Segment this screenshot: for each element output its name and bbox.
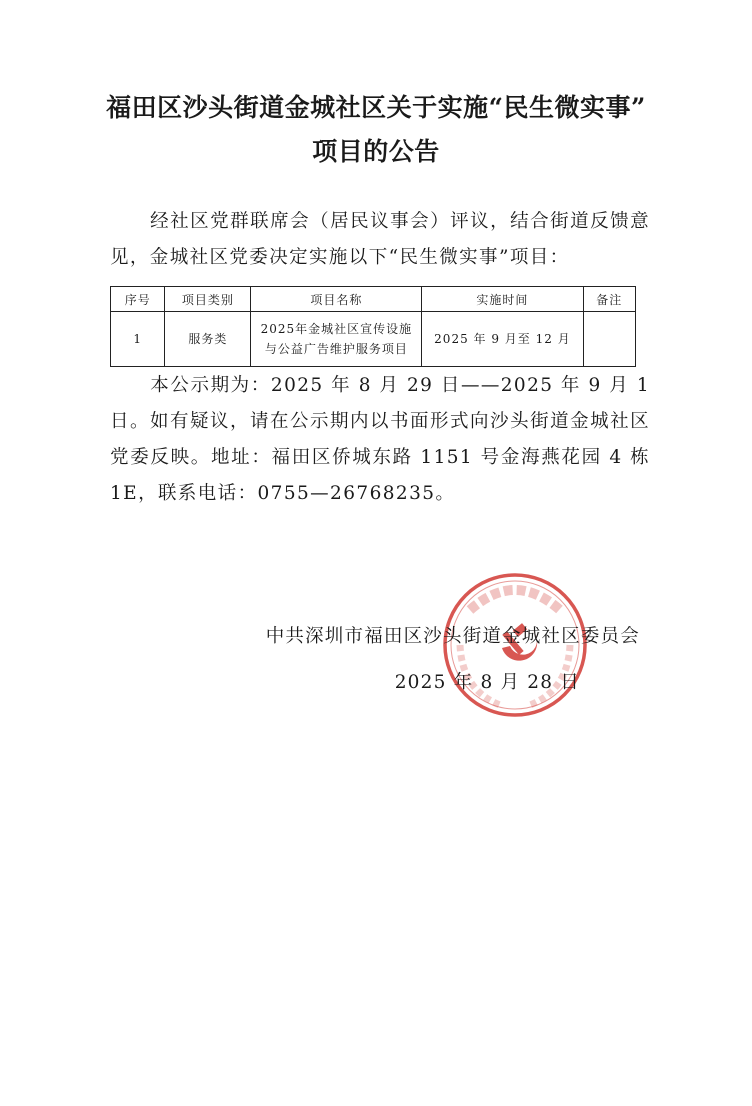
page-title bbox=[40, 86, 712, 174]
table-row bbox=[111, 312, 636, 367]
intro-paragraph bbox=[110, 204, 650, 276]
title-line-2: 项目的公告 bbox=[312, 137, 440, 166]
intro-text: 经社区党群联席会（居民议事会）评议，结合街道反馈意见，金城社区党委决定实施以下“民生微实事”项目： bbox=[110, 211, 650, 268]
signature-date: 2025 年 8 月 28 日 bbox=[394, 672, 580, 693]
project-table bbox=[110, 286, 636, 367]
seal-lettering-arc bbox=[470, 590, 560, 610]
cell-name-line-1: 2025年金城社区宣传设施 bbox=[260, 322, 413, 336]
notice-text: 本公示期为：2025 年 8 月 29 日——2025 年 9 月 1 日。如有疑议，请在公示期内以书面形式向沙头街道金城社区党委反映。地址：福田区侨城东路 1151 号金海燕花园 4 栋 1E，联系电话：0755—26768235。 bbox=[110, 375, 650, 504]
cell-no: 1 bbox=[111, 312, 165, 367]
header-time: 实施时间 bbox=[422, 287, 583, 312]
cell-name-line-2: 与公益广告维护服务项目 bbox=[264, 342, 408, 356]
cell-name bbox=[251, 312, 422, 367]
cell-time: 2025 年 9 月至 12 月 bbox=[422, 312, 583, 367]
cell-remark bbox=[583, 312, 635, 367]
header-category: 项目类别 bbox=[165, 287, 251, 312]
title-line-1: 福田区沙头街道金城社区关于实施“民生微实事” bbox=[106, 93, 646, 122]
header-name: 项目名称 bbox=[251, 287, 422, 312]
cell-category: 服务类 bbox=[165, 312, 251, 367]
header-remark: 备注 bbox=[583, 287, 635, 312]
signature-org: 中共深圳市福田区沙头街道金城社区委员会 bbox=[265, 626, 640, 647]
notice-paragraph bbox=[110, 368, 650, 512]
header-no: 序号 bbox=[111, 287, 165, 312]
table-header-row bbox=[111, 287, 636, 312]
